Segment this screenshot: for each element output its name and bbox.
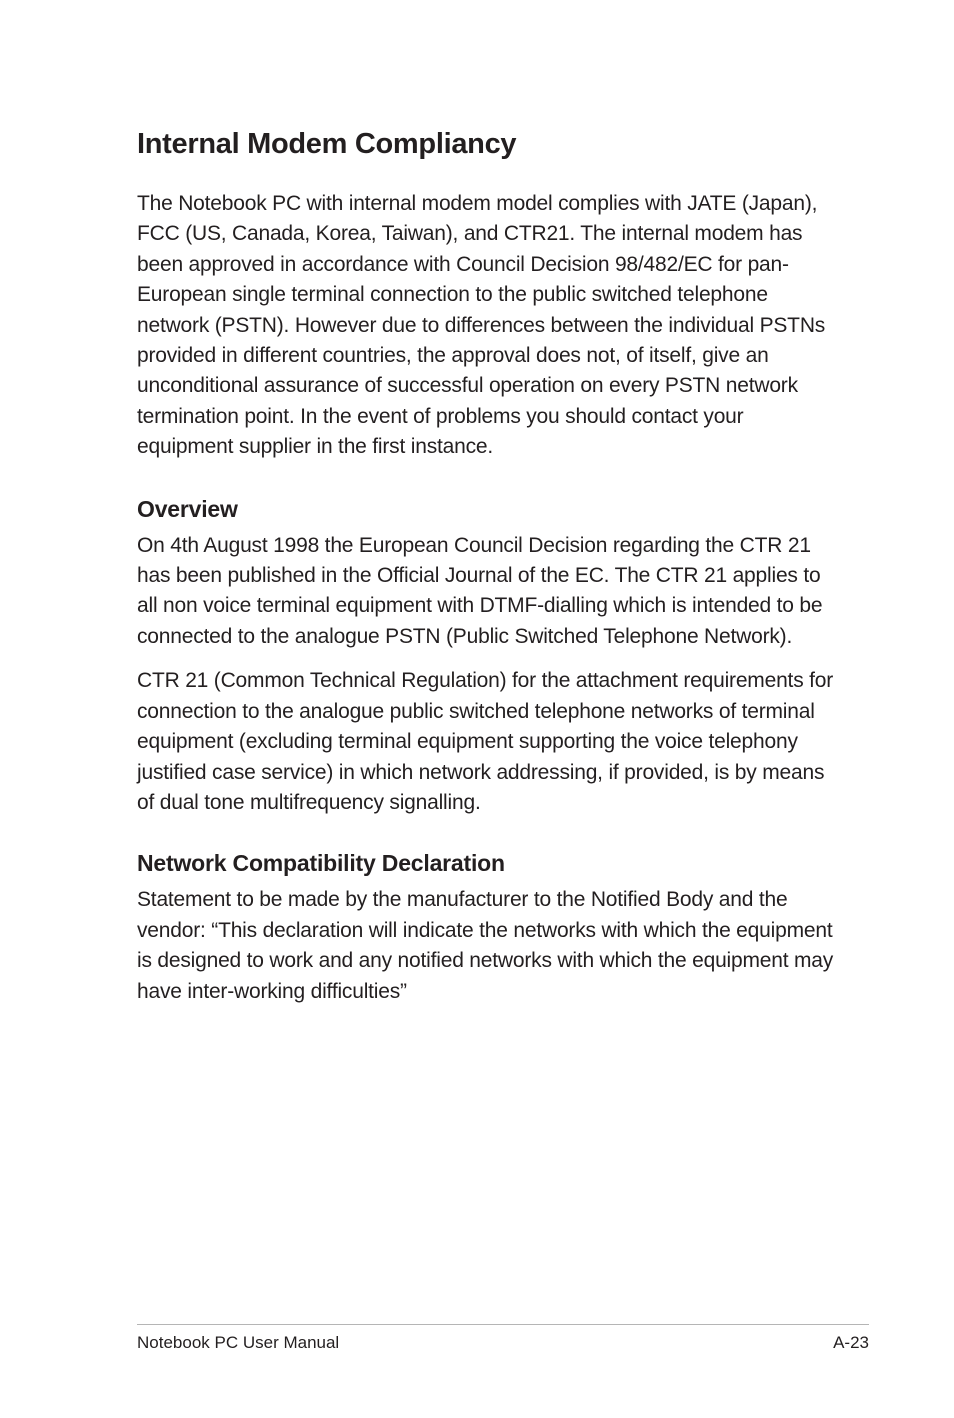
footer-divider: [137, 1324, 869, 1325]
page-title: Internal Modem Compliancy: [137, 128, 517, 160]
overview-paragraph-1: On 4th August 1998 the European Council Decision regarding the CTR 21 has been published in the Official Journal of the EC. The CTR 21 applies to all non voice terminal equipment with DTMF-dialling which is intended to be connected to the analogue PSTN (Public Switched Telephone Network).: [137, 533, 823, 648]
network-heading: Network Compatibility Declaration: [137, 850, 505, 877]
network-paragraph: Statement to be made by the manufacturer to the Notified Body and the vendor: “This declaration will indicate the networks with which the equipment is designed to work and any notified networks with which the equipment may have inter-working difficulties”: [137, 888, 834, 1003]
page-content: [137, 124, 837, 1007]
overview-paragraph-2: CTR 21 (Common Technical Regulation) for the attachment requirements for connection to the analogue public switched telephone networks of terminal equipment (excluding terminal equipment supporting the voice telephony justified case service) in which network addressing, if provided, is by means of dual tone multifrequency signalling.: [137, 669, 834, 814]
page-footer: [137, 1331, 869, 1355]
page-number: A-23: [833, 1333, 869, 1352]
overview-heading: Overview: [137, 495, 238, 522]
intro-paragraph: The Notebook PC with internal modem model complies with JATE (Japan), FCC (US, Canada, Korea, Taiwan), and CTR21. The internal modem has been approved in accordance with Council Decision 98/482/EC for pan-European single terminal connection to the public switched telephone network (PSTN). However due to differences between the individual PSTNs provided in different countries, the approval does not, of itself, give an unconditional assurance of successful operation on every PSTN network termination point. In the event of problems you should contact your equipment supplier in the first instance.: [137, 192, 826, 459]
footer-manual-title: Notebook PC User Manual: [137, 1333, 340, 1352]
